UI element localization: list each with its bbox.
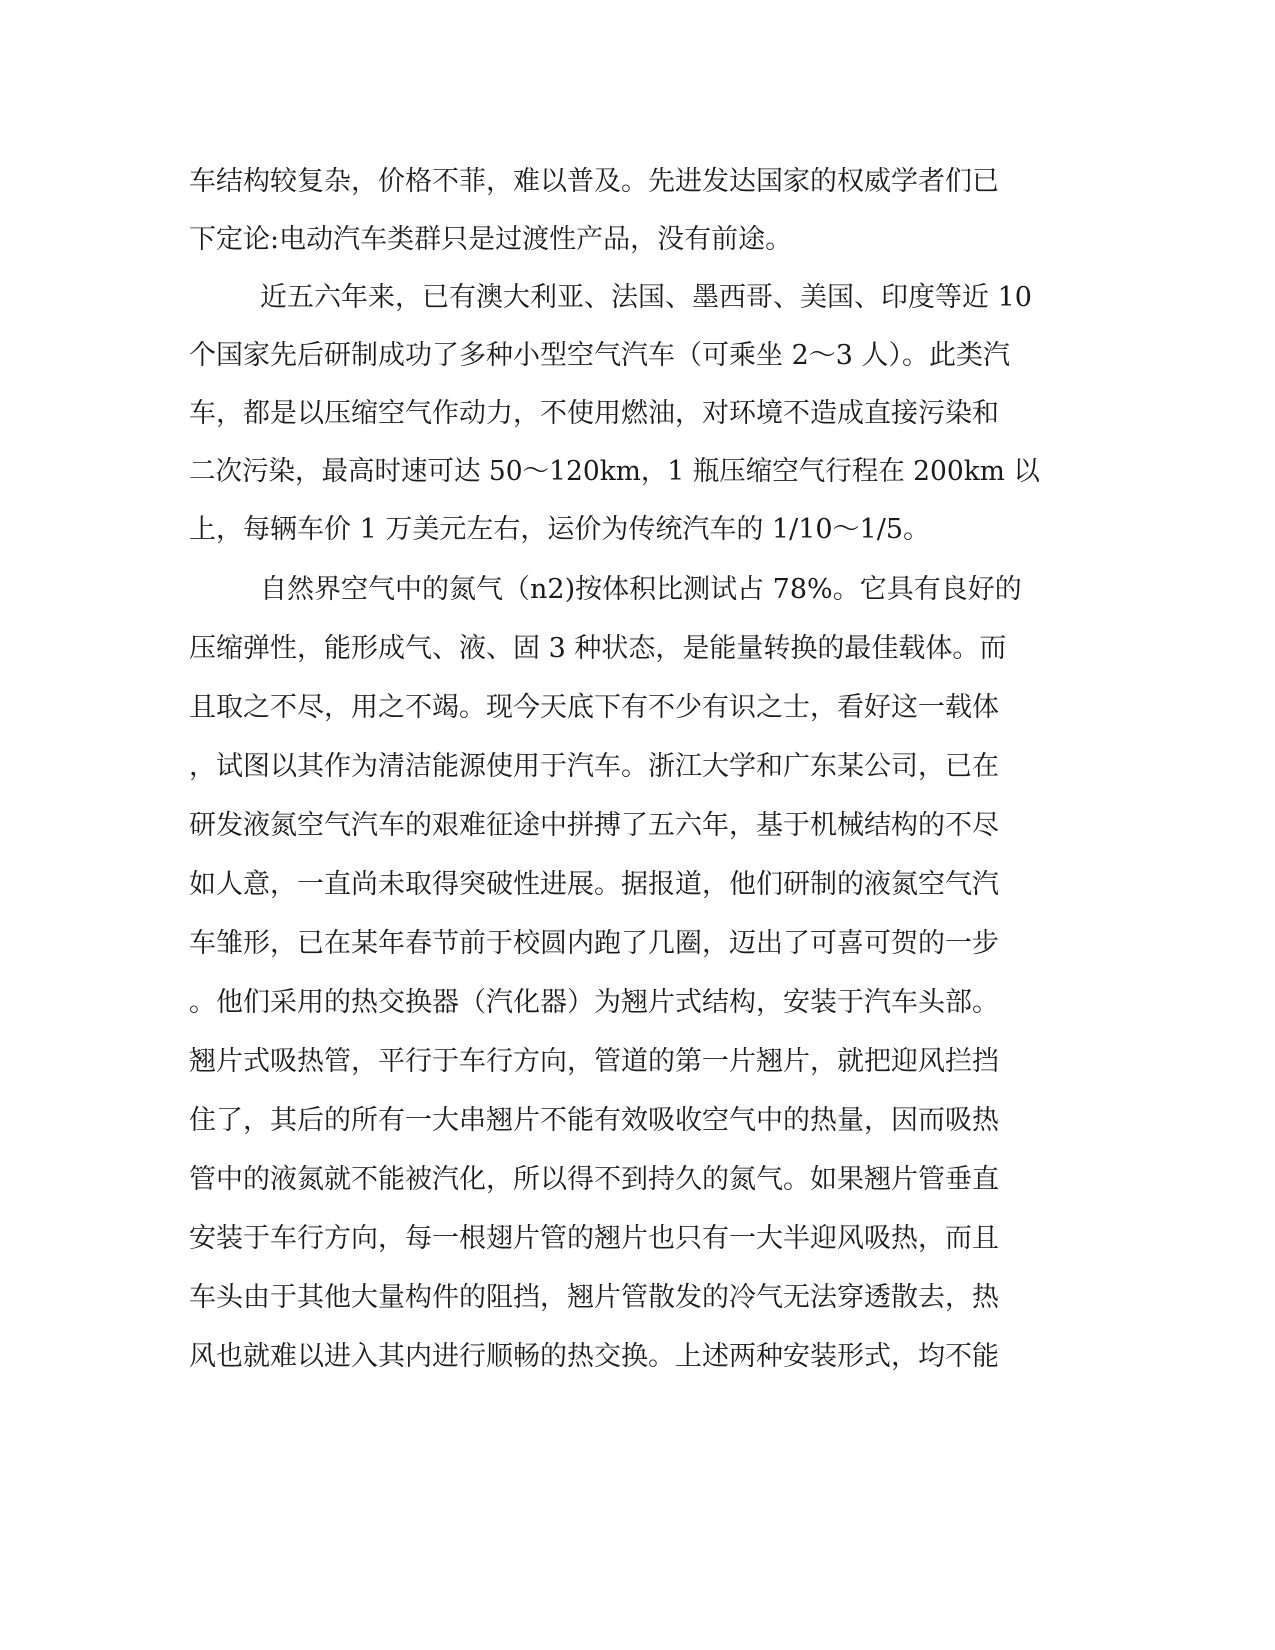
paragraph-line: 车，都是以压缩空气作动力，不使用燃油，对环境不造成直接污染和 [189,398,999,429]
paragraph-line: 二次污染，最高时速可达 50～120km，1 瓶压缩空气行程在 200km 以 [189,456,1040,487]
paragraph-line: 个国家先后研制成功了多种小型空气汽车（可乘坐 2～3 人）。此类汽 [189,340,1011,371]
paragraph-line: 近五六年来，已有澳大利亚、法国、墨西哥、美国、印度等近 10 [260,282,1032,313]
paragraph-line: 车头由于其他大量构件的阻挡，翘片管散发的冷气无法穿透散去，热 [189,1282,999,1313]
paragraph-line: 且取之不尽，用之不竭。现今天底下有不少有识之士，看好这一载体 [189,692,999,723]
paragraph-line: 下定论:电动汽车类群只是过渡性产品，没有前途。 [189,224,793,255]
paragraph-line: 管中的液氮就不能被汽化，所以得不到持久的氮气。如果翘片管垂直 [189,1164,999,1195]
paragraph-line: 压缩弹性，能形成气、液、固 3 种状态，是能量转换的最佳载体。而 [189,633,1007,664]
paragraph-line: 车结构较复杂，价格不菲，难以普及。先进发达国家的权威学者们已 [189,166,999,197]
paragraph-line: 安装于车行方向，每一根翅片管的翘片也只有一大半迎风吸热，而且 [189,1223,999,1254]
paragraph-line: 住了，其后的所有一大串翘片不能有效吸收空气中的热量，因而吸热 [189,1105,999,1136]
paragraph-line: 车雏形，已在某年春节前于校圆内跑了几圈，迈出了可喜可贺的一步 [189,928,999,959]
paragraph-line: 自然界空气中的氮气（n2)按体积比测试占 78%。它具有良好的 [260,574,1022,605]
paragraph-line: 风也就难以进入其内进行顺畅的热交换。上述两种安装形式，均不能 [189,1341,999,1372]
paragraph-line: 。他们采用的热交换器（汽化器）为翘片式结构，安装于汽车头部。 [189,987,999,1018]
paragraph-line: 翘片式吸热管，平行于车行方向，管道的第一片翘片，就把迎风拦挡 [189,1046,999,1077]
paragraph-line: 上，每辆车价 1 万美元左右，运价为传统汽车的 1/10～1/5。 [189,514,931,545]
paragraph-line: 如人意，一直尚未取得突破性进展。据报道，他们研制的液氮空气汽 [189,869,999,900]
paragraph-line: ，试图以其作为清洁能源使用于汽车。浙江大学和广东某公司，已在 [189,751,999,782]
paragraph-line: 研发液氮空气汽车的艰难征途中拼搏了五六年，基于机械结构的不尽 [189,810,999,841]
